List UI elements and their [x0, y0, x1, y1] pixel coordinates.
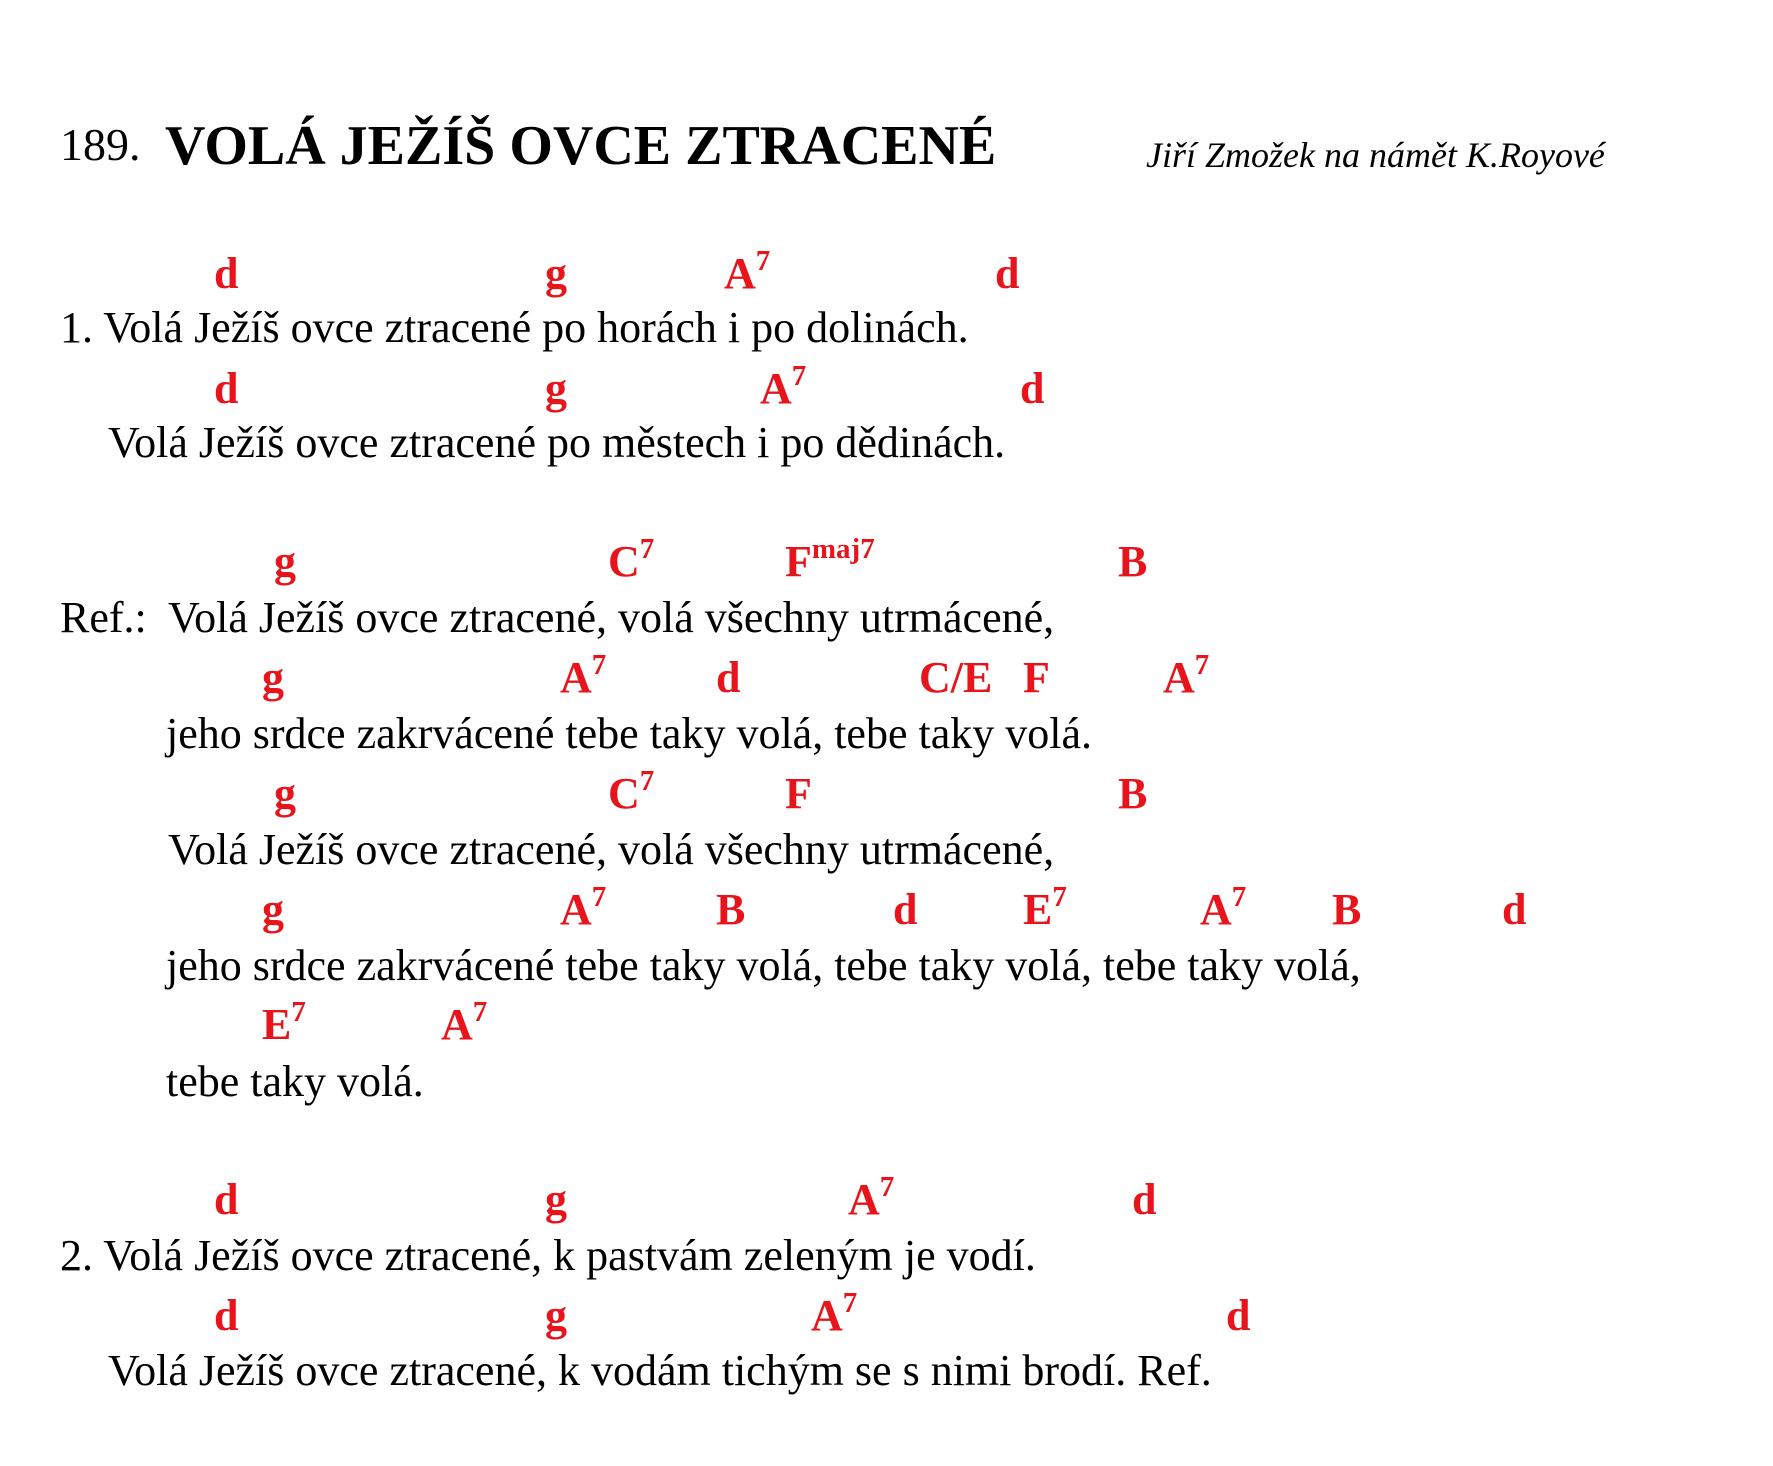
chord: B: [716, 885, 746, 934]
chord: d: [893, 885, 918, 934]
chord: g: [545, 1291, 567, 1340]
chord: $A^7$: [560, 649, 607, 702]
chord: C/E: [919, 653, 993, 702]
chord: B: [1118, 769, 1148, 818]
chord: d: [995, 249, 1020, 298]
song-title: VOLÁ JEŽÍŠ OVCE ZTRACENÉ: [165, 115, 997, 177]
chord: $A^7$: [848, 1171, 895, 1224]
chord: $A^7$: [760, 360, 807, 413]
refrain-label: Ref.:: [60, 593, 147, 642]
chord: F: [1023, 653, 1050, 702]
chord: g: [545, 364, 567, 413]
chord: $E^7$: [1023, 881, 1067, 934]
chord: g: [545, 249, 567, 298]
chord: d: [1502, 885, 1527, 934]
chord: F: [785, 769, 812, 818]
chord: $A^7$: [560, 881, 607, 934]
chord: d: [1132, 1175, 1157, 1224]
chord: $A^7$: [441, 996, 488, 1049]
verse-1-line-2: Volá Ježíš ovce ztracené po městech i po dědinách.: [108, 418, 1006, 467]
refrain-line-1: Volá Ježíš ovce ztracené, volá všechny utrmácené,: [168, 593, 1055, 642]
chord: $A^7$: [1200, 881, 1247, 934]
chord: d: [214, 1175, 239, 1224]
chord: d: [1226, 1291, 1251, 1340]
verse-2-line-2: Volá Ježíš ovce ztracené, k vodám tichým se s nimi brodí. Ref.: [108, 1346, 1212, 1395]
chord: $A^7$: [724, 245, 771, 298]
refrain-line-2: jeho srdce zakrvácené tebe taky volá, tebe taky volá.: [166, 709, 1092, 758]
chord: B: [1332, 885, 1362, 934]
chord: d: [1020, 364, 1045, 413]
chord: d: [214, 249, 239, 298]
chord: $C^7$: [608, 765, 655, 818]
song-author: Jiří Zmožek na námět K.Royové: [1146, 135, 1605, 175]
refrain-line-3: Volá Ježíš ovce ztracené, volá všechny utrmácené,: [168, 825, 1055, 874]
verse-1-line-1: 1. Volá Ježíš ovce ztracené po horách i po dolinách.: [60, 303, 969, 352]
chord: d: [214, 1291, 239, 1340]
chord: g: [262, 653, 284, 702]
chord: g: [262, 885, 284, 934]
chord: d: [214, 364, 239, 413]
chord: $E^7$: [262, 996, 306, 1049]
refrain-line-5: tebe taky volá.: [166, 1057, 424, 1106]
chord: $F^{maj7}$: [785, 533, 875, 586]
chord: d: [716, 653, 741, 702]
chord: g: [545, 1175, 567, 1224]
chord: g: [274, 537, 296, 586]
chord: $A^7$: [811, 1287, 858, 1340]
chord: $A^7$: [1163, 649, 1210, 702]
chord: g: [274, 769, 296, 818]
chord: B: [1118, 537, 1148, 586]
chord: $C^7$: [608, 533, 655, 586]
song-number: 189.: [60, 119, 141, 170]
refrain-line-4: jeho srdce zakrvácené tebe taky volá, tebe taky volá, tebe taky volá,: [166, 941, 1361, 990]
verse-2-line-1: 2. Volá Ježíš ovce ztracené, k pastvám zeleným je vodí.: [60, 1231, 1036, 1280]
